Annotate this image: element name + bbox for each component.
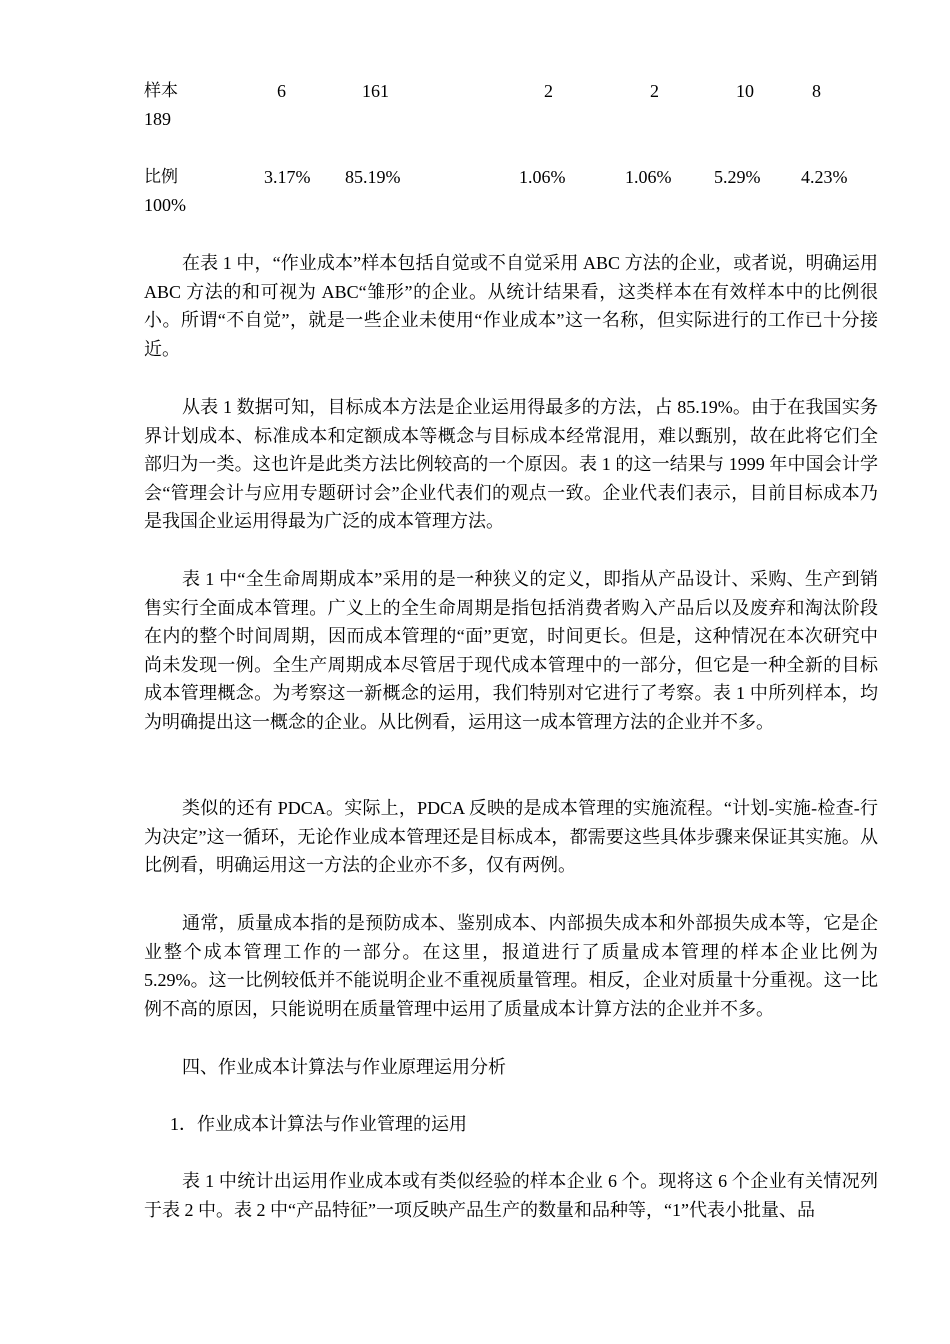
table-cell-total: 189 — [144, 109, 171, 129]
table-cell: 6 — [277, 81, 286, 101]
paragraph-quality-cost: 通常，质量成本指的是预防成本、鉴别成本、内部损失成本和外部损失成本等，它是企业整个成本管理工作的一部分。在这里，报道进行了质量成本管理的样本企业比例为 5.29%。这一比例较低并不能说明企业不重视质量管理。相反，企业对质量十分重视。这一比例不高的原因，只能说明在质量管理中运用了质量成本计算方法的企业并不多。 — [144, 913, 878, 1019]
paragraph-activity-sample: 表 1 中统计出运用作业成本或有类似经验的样本企业 6 个。现将这 6 个企业有关情况列于表 2 中。表 2 中“产品特征”一项反映产品生产的数量和品种等，“1”代表小批量、品 — [144, 1171, 878, 1220]
paragraph-abc-sample: 在表 1 中，“作业成本”样本包括自觉或不自觉采用 ABC 方法的企业，或者说，明确运用 ABC 方法的和可视为 ABC“雏形”的企业。从统计结果看，这类样本在有效样本中的比例很小。所谓“不自觉”，就是一些企业未使用“作业成本”这一名称，但实际进行的工作已十分接近。 — [144, 253, 878, 359]
table-cell: 85.19% — [345, 167, 401, 187]
table-cell: 8 — [812, 81, 821, 101]
table-cell: 4.23% — [801, 167, 848, 187]
table-cell: 1.06% — [625, 167, 672, 187]
paragraph-pdca: 类似的还有 PDCA。实际上，PDCA 反映的是成本管理的实施流程。“计划-实施-检查-行为决定”这一循环，无论作业成本管理还是目标成本，都需要这些具体步骤来保证其实施。从比例看，明确运用这一方法的企业亦不多，仅有两例。 — [144, 798, 878, 876]
paragraph-target-cost: 从表 1 数据可知，目标成本方法是企业运用得最多的方法，占 85.19%。由于在我国实务界计划成本、标准成本和定额成本等概念与目标成本经常混用，难以甄别，故在此将它们全部归为一类。这也许是此类方法比例较高的一个原因。表 1 的这一结果与 1999 年中国会计学会“管理会计与应用专题研讨会”企业代表们的观点一致。企业代表们表示，目前目标成本乃是我国企业运用得最为广泛的成本管理方法。 — [144, 397, 878, 532]
section-heading: 四、作业成本计算法与作业原理运用分析 — [182, 1057, 506, 1077]
table-cell: 2 — [650, 81, 659, 101]
table-cell: 161 — [362, 81, 389, 101]
table-cell: 3.17% — [264, 167, 311, 187]
table-cell: 2 — [544, 81, 553, 101]
table-cell-total: 100% — [144, 195, 186, 215]
table-row-label-sample: 样本 — [144, 81, 178, 101]
table-cell: 10 — [736, 81, 754, 101]
table-cell: 5.29% — [714, 167, 761, 187]
paragraph-lifecycle-cost: 表 1 中“全生命周期成本”采用的是一种狭义的定义，即指从产品设计、采购、生产到销售实行全面成本管理。广义上的全生命周期是指包括消费者购入产品后以及废弃和淘汰阶段在内的整个时间周期，因而成本管理的“面”更宽，时间更长。但是，这种情况在本次研究中尚未发现一例。全生产周期成本尽管居于现代成本管理中的一部分，但它是一种全新的目标成本管理概念。为考察这一新概念的运用，我们特别对它进行了考察。表 1 中所列样本，均为明确提出这一概念的企业。从比例看，运用这一成本管理方法的企业并不多。 — [144, 569, 878, 732]
subsection-heading: 1．作业成本计算法与作业管理的运用 — [170, 1114, 467, 1134]
table-cell: 1.06% — [519, 167, 566, 187]
table-row-label-ratio: 比例 — [144, 167, 178, 187]
